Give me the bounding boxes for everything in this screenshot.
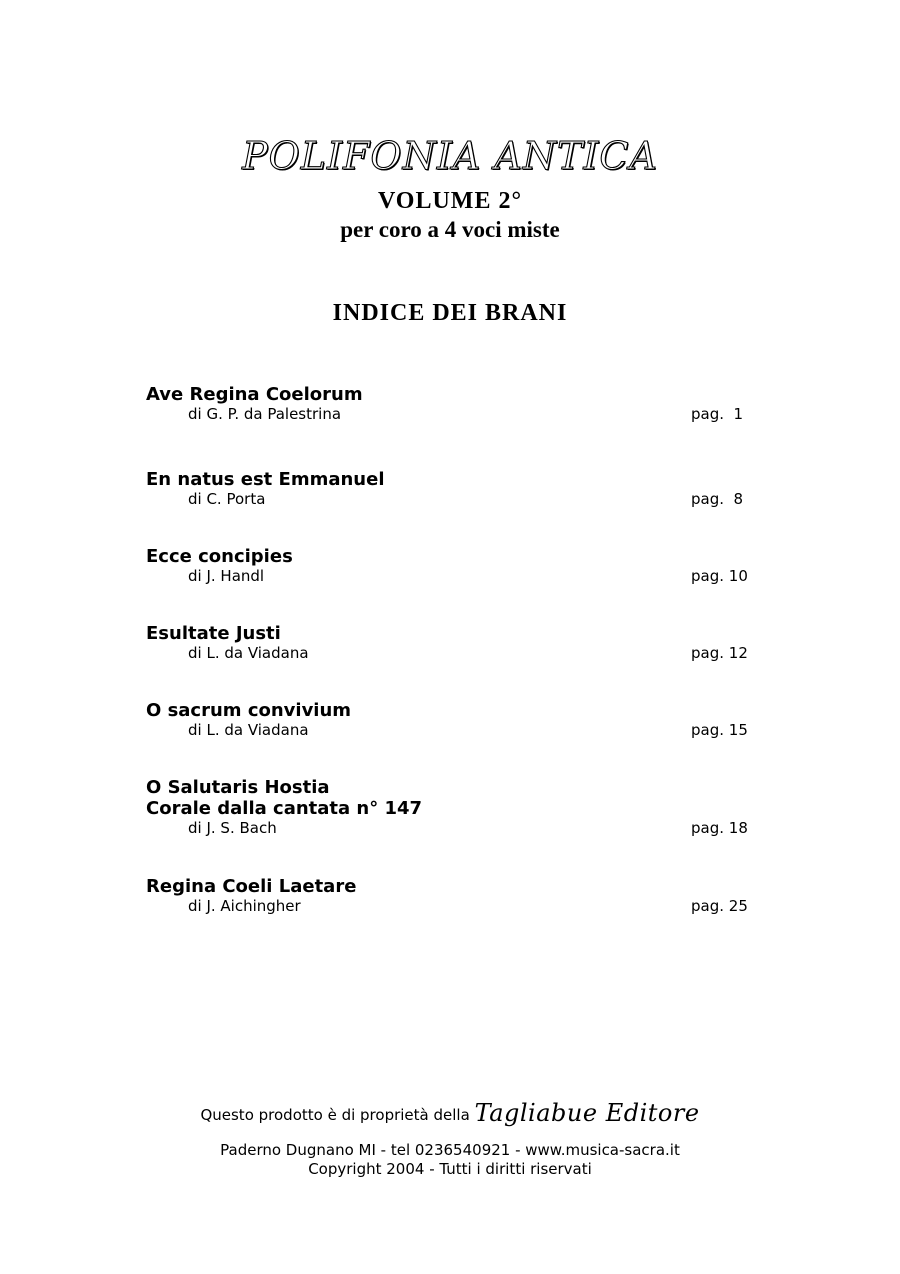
entry-title: Regina Coeli Laetare — [146, 876, 357, 897]
entry-title-line2: Corale dalla cantata n° 147 — [146, 798, 423, 819]
index-entry-o-salutaris-hostia — [146, 777, 766, 838]
index-entry-ecce-concipies — [146, 546, 766, 586]
footer-address: Paderno Dugnano MI - tel 0236540921 - www.musica-sacra.it — [220, 1141, 680, 1159]
footer-copyright: Copyright 2004 - Tutti i diritti riservati — [308, 1160, 592, 1178]
publisher-logo: Tagliabue Editore — [474, 1099, 700, 1127]
entry-page: pag. 12 — [691, 644, 748, 662]
document-title: POLIFONIA ANTICA — [242, 134, 658, 178]
index-entry-en-natus-est-emmanuel — [146, 469, 766, 509]
index-entry-o-sacrum-convivium — [146, 700, 766, 740]
entry-title: Esultate Justi — [146, 623, 281, 644]
entry-composer: di J. Aichingher — [188, 897, 301, 915]
entry-page: pag. 1 — [691, 405, 744, 423]
entry-page: pag. 8 — [691, 490, 744, 508]
entry-composer: di C. Porta — [188, 490, 266, 508]
index-entry-ave-regina-coelorum — [146, 384, 766, 424]
entry-page: pag. 15 — [691, 721, 748, 739]
entry-page: pag. 10 — [691, 567, 748, 585]
entry-title: O sacrum convivium — [146, 700, 352, 721]
volume-label: VOLUME 2° — [377, 188, 523, 214]
footer-ownership-line — [0, 1099, 900, 1127]
entry-title: Ave Regina Coelorum — [146, 384, 363, 405]
index-heading: INDICE DEI BRANI — [332, 300, 568, 326]
entry-composer: di J. Handl — [188, 567, 265, 585]
entry-title: Ecce concipies — [146, 546, 293, 567]
entry-page: pag. 25 — [691, 897, 748, 915]
footer-ownership: Questo prodotto è di proprietà della — [200, 1106, 470, 1124]
index-entry-esultate-justi — [146, 623, 766, 663]
entry-composer: di J. S. Bach — [188, 819, 277, 837]
entry-title: En natus est Emmanuel — [146, 469, 385, 490]
entry-title: O Salutaris Hostia — [146, 777, 330, 798]
entry-composer: di G. P. da Palestrina — [188, 405, 342, 423]
entry-page: pag. 18 — [691, 819, 748, 837]
index-entry-regina-coeli-laetare — [146, 876, 766, 916]
entry-composer: di L. da Viadana — [188, 644, 309, 662]
document-subtitle: per coro a 4 voci miste — [340, 217, 560, 242]
entry-composer: di L. da Viadana — [188, 721, 309, 739]
